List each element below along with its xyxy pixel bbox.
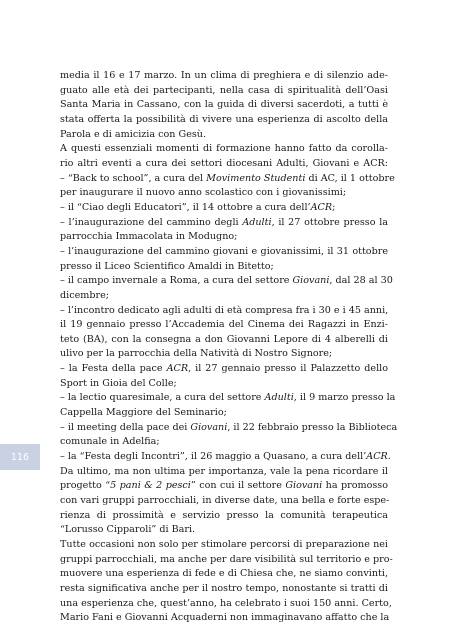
text-segment: , il 27 ottobre presso la <box>271 216 389 228</box>
text-line <box>60 582 388 597</box>
text-segment: una esperienza che, quest’anno, ha celebrato i suoi 150 anni. Certo, <box>60 597 392 609</box>
text-line <box>60 274 393 289</box>
text-line <box>60 391 396 406</box>
text-line <box>60 377 388 392</box>
text-segment: Da ultimo, ma non ultima per importanza, vale la pena ricordare il <box>60 465 388 477</box>
text-line <box>60 172 395 187</box>
text-segment: rio altri eventi a cura dei settori diocesani Adulti, Giovani e ACR: <box>60 157 388 169</box>
text-segment: – l’incontro dedicato agli adulti di età compresa fra i 30 e i 45 anni, <box>60 304 389 316</box>
text-segment: rienza di prossimità e servizio presso la comunità terapeutica <box>60 509 388 521</box>
text-line <box>60 435 388 450</box>
italic-text: Giovani <box>190 421 228 433</box>
text-line <box>60 157 388 172</box>
italic-text: ACR <box>166 363 189 375</box>
text-line <box>60 98 388 113</box>
text-line <box>60 450 391 465</box>
text-segment: gruppi parrocchiali, ma anche per dare visibilità sul territorio e pro- <box>60 553 393 565</box>
text-segment: progetto “ <box>60 480 111 492</box>
text-segment: Tutte occasioni non solo per stimolare percorsi di preparazione nei <box>60 539 388 550</box>
text-segment: , il 22 febbraio presso la Biblioteca <box>227 421 398 433</box>
text-segment: – il “Ciao degli Educatori”, il 14 ottobre a cura dell’ <box>60 201 311 213</box>
italic-text: ACR <box>310 201 333 213</box>
text-segment: presso il Liceo Scientifico Amaldi in Bitetto; <box>60 260 274 272</box>
text-segment: Cappella Maggiore del Seminario; <box>60 407 227 419</box>
text-line <box>60 260 388 275</box>
page-number-tab <box>0 444 40 470</box>
text-segment: stata offerta la possibilità di vivere una esperienza di ascolto della <box>60 113 388 125</box>
text-segment: media il 16 e 17 marzo. In un clima di preghiera e di silenzio ade- <box>60 70 388 81</box>
text-segment: con vari gruppi parrocchiali, in diverse date, una bella e forte espe- <box>60 495 390 507</box>
italic-text: Adulti <box>264 392 294 404</box>
text-line <box>60 201 388 216</box>
text-line <box>60 318 388 333</box>
italic-text: 5 pani & 2 pesci <box>110 480 191 492</box>
text-segment: di AC, il 1 ottobre <box>305 172 395 184</box>
text-line <box>60 509 388 524</box>
text-line <box>60 230 388 245</box>
text-line <box>60 523 388 538</box>
text-line <box>60 128 388 143</box>
text-line <box>60 567 388 582</box>
text-line <box>60 216 388 231</box>
italic-text: ACR <box>366 451 388 463</box>
text-line <box>60 597 392 612</box>
italic-text: Giovani <box>285 480 323 492</box>
text-line <box>60 289 388 304</box>
text-segment: ha promosso <box>322 480 388 492</box>
text-segment: resta significativa anche per il nostro tempo, nonostante si tratti di <box>60 582 388 594</box>
text-segment: “Lorusso Cipparoli” di Bari. <box>60 524 196 536</box>
text-line <box>60 347 388 362</box>
text-segment: dicembre; <box>60 289 109 301</box>
text-segment: per inaugurare il nuovo anno scolastico con i giovanissimi; <box>60 187 347 199</box>
italic-text: Adulti <box>242 216 272 228</box>
text-segment: ; <box>332 201 336 213</box>
text-line <box>60 553 393 568</box>
text-line <box>60 69 388 84</box>
italic-text: Giovani <box>292 275 330 287</box>
text-line <box>60 406 388 421</box>
text-segment: Sport in Gioia del Colle; <box>60 377 177 389</box>
text-segment: – l’inaugurazione del cammino degli <box>60 216 243 228</box>
text-segment: – la “Festa degli Incontri”, il 26 maggio a Quasano, a cura dell’ <box>60 451 367 463</box>
text-segment: – la Festa della pace <box>60 363 167 375</box>
text-line <box>60 142 388 157</box>
text-segment: Parola e di amicizia con Gesù. <box>60 128 207 140</box>
text-segment: , dal 28 al 30 <box>329 275 393 287</box>
text-line <box>60 113 388 128</box>
text-segment: guato alle età dei partecipanti, nella casa di spiritualità dell’Oasi <box>60 84 388 96</box>
text-line <box>60 465 388 480</box>
text-segment: – il meeting della pace dei <box>60 421 191 433</box>
text-segment: – il campo invernale a Roma, a cura del settore <box>60 275 293 287</box>
text-segment: – l’inaugurazione del cammino giovani e giovanissimi, il 31 ottobre <box>60 245 388 257</box>
text-segment: , il 27 gennaio presso il Palazzetto dello <box>188 363 388 375</box>
text-segment: Santa Maria in Cassano, con la guida di diversi sacerdoti, a tutti è <box>60 99 388 111</box>
text-line <box>60 421 398 436</box>
text-segment: , il 9 marzo presso la <box>293 392 396 404</box>
text-line <box>60 479 388 494</box>
text-line <box>60 304 388 319</box>
text-segment: muovere una esperienza di fede e di Chiesa che, ne siamo convinti, <box>60 568 388 580</box>
text-line <box>60 538 388 553</box>
italic-text: Movimento Studenti <box>206 172 306 184</box>
text-line <box>60 186 388 201</box>
text-line <box>60 611 388 626</box>
text-segment: teto (BA), con la consegna a don Giovanni Lepore di 4 alberelli di <box>60 333 388 345</box>
text-line <box>60 245 388 260</box>
text-segment: parrocchia Immacolata in Modugno; <box>60 231 238 243</box>
page-number: 116 <box>10 451 30 463</box>
text-segment: comunale in Adelfia; <box>60 436 160 448</box>
text-segment: Mario Fani e Giovanni Acquaderni non immaginavano affatto che la <box>60 612 390 624</box>
text-segment: A questi essenziali momenti di formazione hanno fatto da corolla- <box>60 143 388 155</box>
text-segment: – “Back to school”, a cura del <box>60 172 207 184</box>
text-line <box>60 362 388 377</box>
text-line <box>60 333 388 348</box>
text-segment: ulivo per la parrocchia della Natività di Nostro Signore; <box>60 348 333 360</box>
text-segment: . <box>387 451 391 463</box>
text-segment: ” con cui il settore <box>190 480 286 492</box>
text-line <box>60 84 388 99</box>
text-line <box>60 494 388 509</box>
page-body <box>60 69 398 626</box>
text-segment: il 19 gennaio presso l’Accademia del Cinema dei Ragazzi in Enzi- <box>60 319 388 331</box>
text-segment: – la lectio quaresimale, a cura del settore <box>60 392 265 404</box>
